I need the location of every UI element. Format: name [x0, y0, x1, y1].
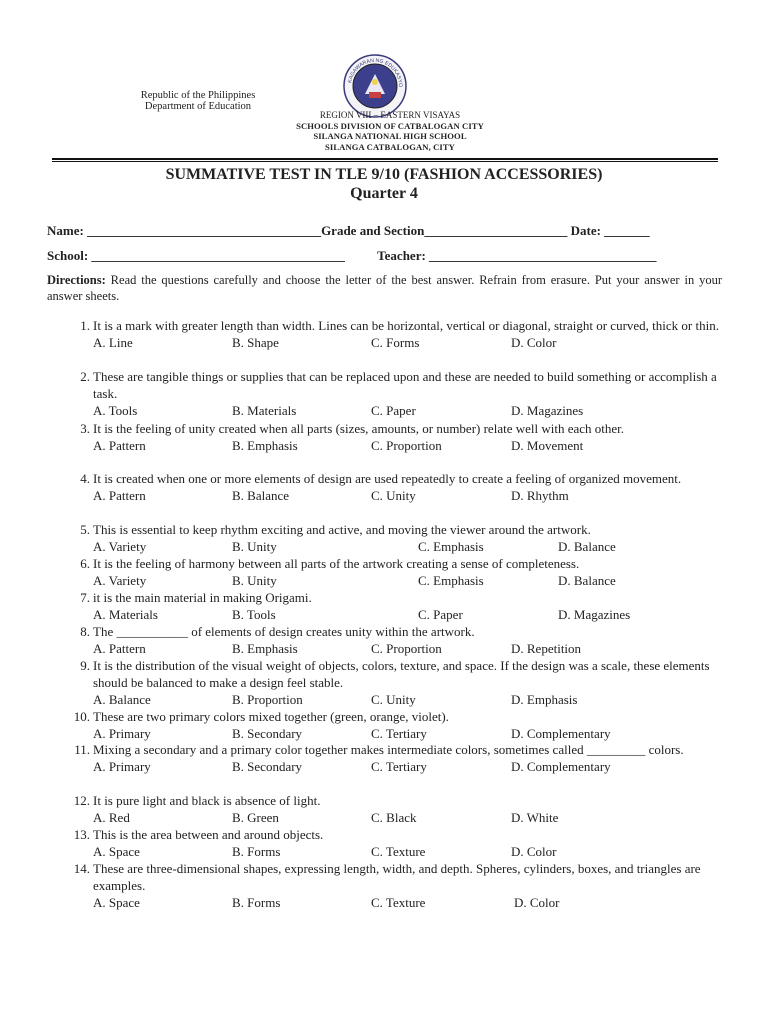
answer-choice: B. Secondary [232, 725, 303, 741]
answer-choice: D. Emphasis [511, 691, 578, 707]
question-stem: The ___________ of elements of design creates unity within the artwork. [93, 624, 475, 639]
answer-choice: A. Materials [93, 606, 158, 622]
question-stem: It is the feeling of harmony between all parts of the artwork creating a sense of completeness. [93, 556, 580, 571]
question-number: 2. [80, 369, 90, 384]
answer-choice: A. Pattern [93, 487, 146, 503]
question-item [64, 421, 724, 455]
question-number: 13. [73, 827, 90, 842]
choice-row [93, 759, 724, 776]
answer-choice: A. Variety [93, 538, 147, 554]
answer-choice: B. Forms [232, 894, 281, 910]
choice-row [93, 539, 724, 556]
answer-choice: B. Unity [232, 538, 277, 554]
answer-choice: D. Color [511, 843, 557, 859]
answer-choice: C. Black [371, 809, 417, 825]
question-stem: It is a mark with greater length than width. Lines can be horizontal, vertical or diagonal, straight or curved, thick or thin. [93, 318, 719, 333]
question-item [64, 742, 724, 776]
question-number: 10. [73, 709, 90, 724]
answer-choice: B. Green [232, 809, 279, 825]
answer-choice: B. Shape [232, 334, 279, 350]
answer-choice: B. Balance [232, 487, 290, 503]
answer-choice: D. Balance [558, 538, 616, 554]
question-item [64, 522, 724, 556]
answer-choice: C. Unity [371, 691, 416, 707]
school-heading [220, 110, 560, 152]
choice-row [93, 607, 724, 624]
deped-heading [118, 90, 278, 112]
school-name-line: SILANGA NATIONAL HIGH SCHOOL [313, 131, 467, 141]
question-item [64, 369, 724, 419]
answer-choice: C. Emphasis [418, 538, 484, 554]
choice-row [93, 335, 724, 352]
answer-choice: C. Tertiary [371, 758, 427, 774]
answer-choice: D. White [511, 809, 559, 825]
answer-choice: C. Forms [371, 334, 420, 350]
question-item [64, 709, 724, 743]
question-stem: These are two primary colors mixed together (green, orange, violet). [93, 709, 449, 724]
answer-choice: C. Paper [418, 606, 463, 622]
answer-choice: D. Balance [558, 572, 616, 588]
question-stem: It is the feeling of unity created when all parts (sizes, amounts, or number) relate well with each other. [93, 421, 625, 436]
svg-text:KAGAWARAN NG EDUKASYON: KAGAWARAN NG EDUKASYO [347, 57, 404, 88]
answer-choice: C. Emphasis [418, 572, 484, 588]
answer-choice: D. Magazines [511, 402, 584, 418]
question-number: 12. [73, 793, 90, 808]
question-item [64, 318, 724, 352]
question-stem: This is essential to keep rhythm exciting and active, and moving the viewer around the artwork. [93, 522, 591, 537]
answer-choice: D. Color [511, 334, 557, 350]
question-number: 1. [80, 318, 90, 333]
answer-choice: A. Primary [93, 758, 151, 774]
question-stem: These are tangible things or supplies that can be replaced upon and these are needed to build something or accomplish a task. [93, 369, 717, 401]
directions-label: Directions: [47, 273, 106, 287]
answer-choice: D. Complementary [511, 725, 611, 741]
answer-choice: A. Pattern [93, 437, 146, 453]
republic-line: Republic of the Philippines [140, 90, 256, 101]
question-number: 6. [80, 556, 90, 571]
address-line: SILANGA CATBALOGAN, CITY [325, 141, 455, 152]
answer-choice: D. Magazines [558, 606, 631, 622]
directions [47, 273, 722, 304]
answer-choice: B. Forms [232, 843, 281, 859]
directions-text: Read the questions carefully and choose the letter of the best answer. Refrain from erasure. Put your answer in your answer sheets. [47, 273, 722, 303]
choice-row [93, 726, 724, 743]
answer-choice: C. Unity [371, 487, 416, 503]
test-title: SUMMATIVE TEST IN TLE 9/10 (FASHION ACCESSORIES) [165, 166, 603, 183]
answer-choice: C. Texture [371, 894, 426, 910]
name-grade-date-line: Name: ____________________________________Grade and Section______________________ Date: _______ [47, 223, 650, 238]
answer-choice: B. Emphasis [232, 437, 298, 453]
choice-row [93, 573, 724, 590]
question-stem: it is the main material in making Origami. [93, 590, 312, 605]
answer-choice: C. Proportion [371, 437, 442, 453]
question-item [64, 556, 724, 590]
region-line: REGION VIII – EASTERN VISAYAS [319, 110, 461, 120]
answer-choice: B. Materials [232, 402, 297, 418]
choice-row [93, 810, 724, 827]
quarter-label: Quarter 4 [350, 185, 418, 202]
deped-seal-icon [343, 54, 407, 118]
answer-choice: D. Complementary [511, 758, 611, 774]
header-divider-thin [52, 161, 718, 162]
question-item [64, 658, 724, 708]
choice-row [93, 438, 724, 455]
answer-choice: D. Movement [511, 437, 584, 453]
answer-choice: A. Primary [93, 725, 151, 741]
answer-choice: D. Repetition [511, 640, 582, 656]
school-teacher-line: School: _______________________________________ Teacher: ___________________________________ [47, 248, 657, 263]
answer-choice: B. Emphasis [232, 640, 298, 656]
question-number: 7. [80, 590, 90, 605]
choice-row [93, 895, 724, 912]
answer-choice: A. Variety [93, 572, 147, 588]
question-stem: Mixing a secondary and a primary color together makes intermediate colors, sometimes called _________ colors. [93, 742, 684, 757]
choice-row [93, 488, 724, 505]
division-line: SCHOOLS DIVISION OF CATBALOGAN CITY [296, 120, 484, 131]
answer-choice: A. Space [93, 843, 140, 859]
question-number: 4. [80, 471, 90, 486]
answer-choice: C. Proportion [371, 640, 442, 656]
answer-choice: A. Space [93, 894, 140, 910]
question-number: 11. [74, 742, 90, 757]
answer-choice: B. Proportion [232, 691, 303, 707]
choice-row [93, 692, 724, 709]
answer-choice: B. Tools [232, 606, 276, 622]
question-item [64, 471, 724, 505]
answer-choice: C. Tertiary [371, 725, 427, 741]
question-item [64, 827, 724, 861]
question-number: 14. [73, 861, 90, 876]
question-number: 3. [80, 421, 90, 436]
choice-row [93, 403, 724, 420]
question-number: 9. [80, 658, 90, 673]
header-divider [52, 158, 718, 160]
question-item [64, 793, 724, 827]
answer-choice: A. Tools [93, 402, 138, 418]
question-number: 5. [80, 522, 90, 537]
answer-choice: D. Color [514, 894, 560, 910]
question-item [64, 590, 724, 624]
answer-choice: B. Secondary [232, 758, 303, 774]
answer-choice: A. Balance [93, 691, 151, 707]
answer-choice: A. Pattern [93, 640, 146, 656]
question-item [64, 861, 724, 911]
question-stem: This is the area between and around objects. [93, 827, 324, 842]
choice-row [93, 641, 724, 658]
question-number: 8. [80, 624, 90, 639]
answer-choice: D. Rhythm [511, 487, 569, 503]
answer-choice: C. Paper [371, 402, 416, 418]
answer-choice: A. Line [93, 334, 133, 350]
answer-choice: A. Red [93, 809, 130, 825]
answer-choice: C. Texture [371, 843, 426, 859]
department-line: Department of Education [144, 101, 252, 112]
question-stem: It is the distribution of the visual weight of objects, colors, texture, and space. If the design was a scale, these elements should be balanced to make a design feel stable. [93, 658, 710, 690]
question-stem: It is pure light and black is absence of light. [93, 793, 321, 808]
question-item [64, 624, 724, 658]
choice-row [93, 844, 724, 861]
question-stem: It is created when one or more elements of design are used repeatedly to create a feeling of organized movement. [93, 471, 682, 486]
answer-choice: B. Unity [232, 572, 277, 588]
question-stem: These are three-dimensional shapes, expressing length, width, and depth. Spheres, cylinders, boxes, and triangles are examples. [93, 861, 701, 893]
